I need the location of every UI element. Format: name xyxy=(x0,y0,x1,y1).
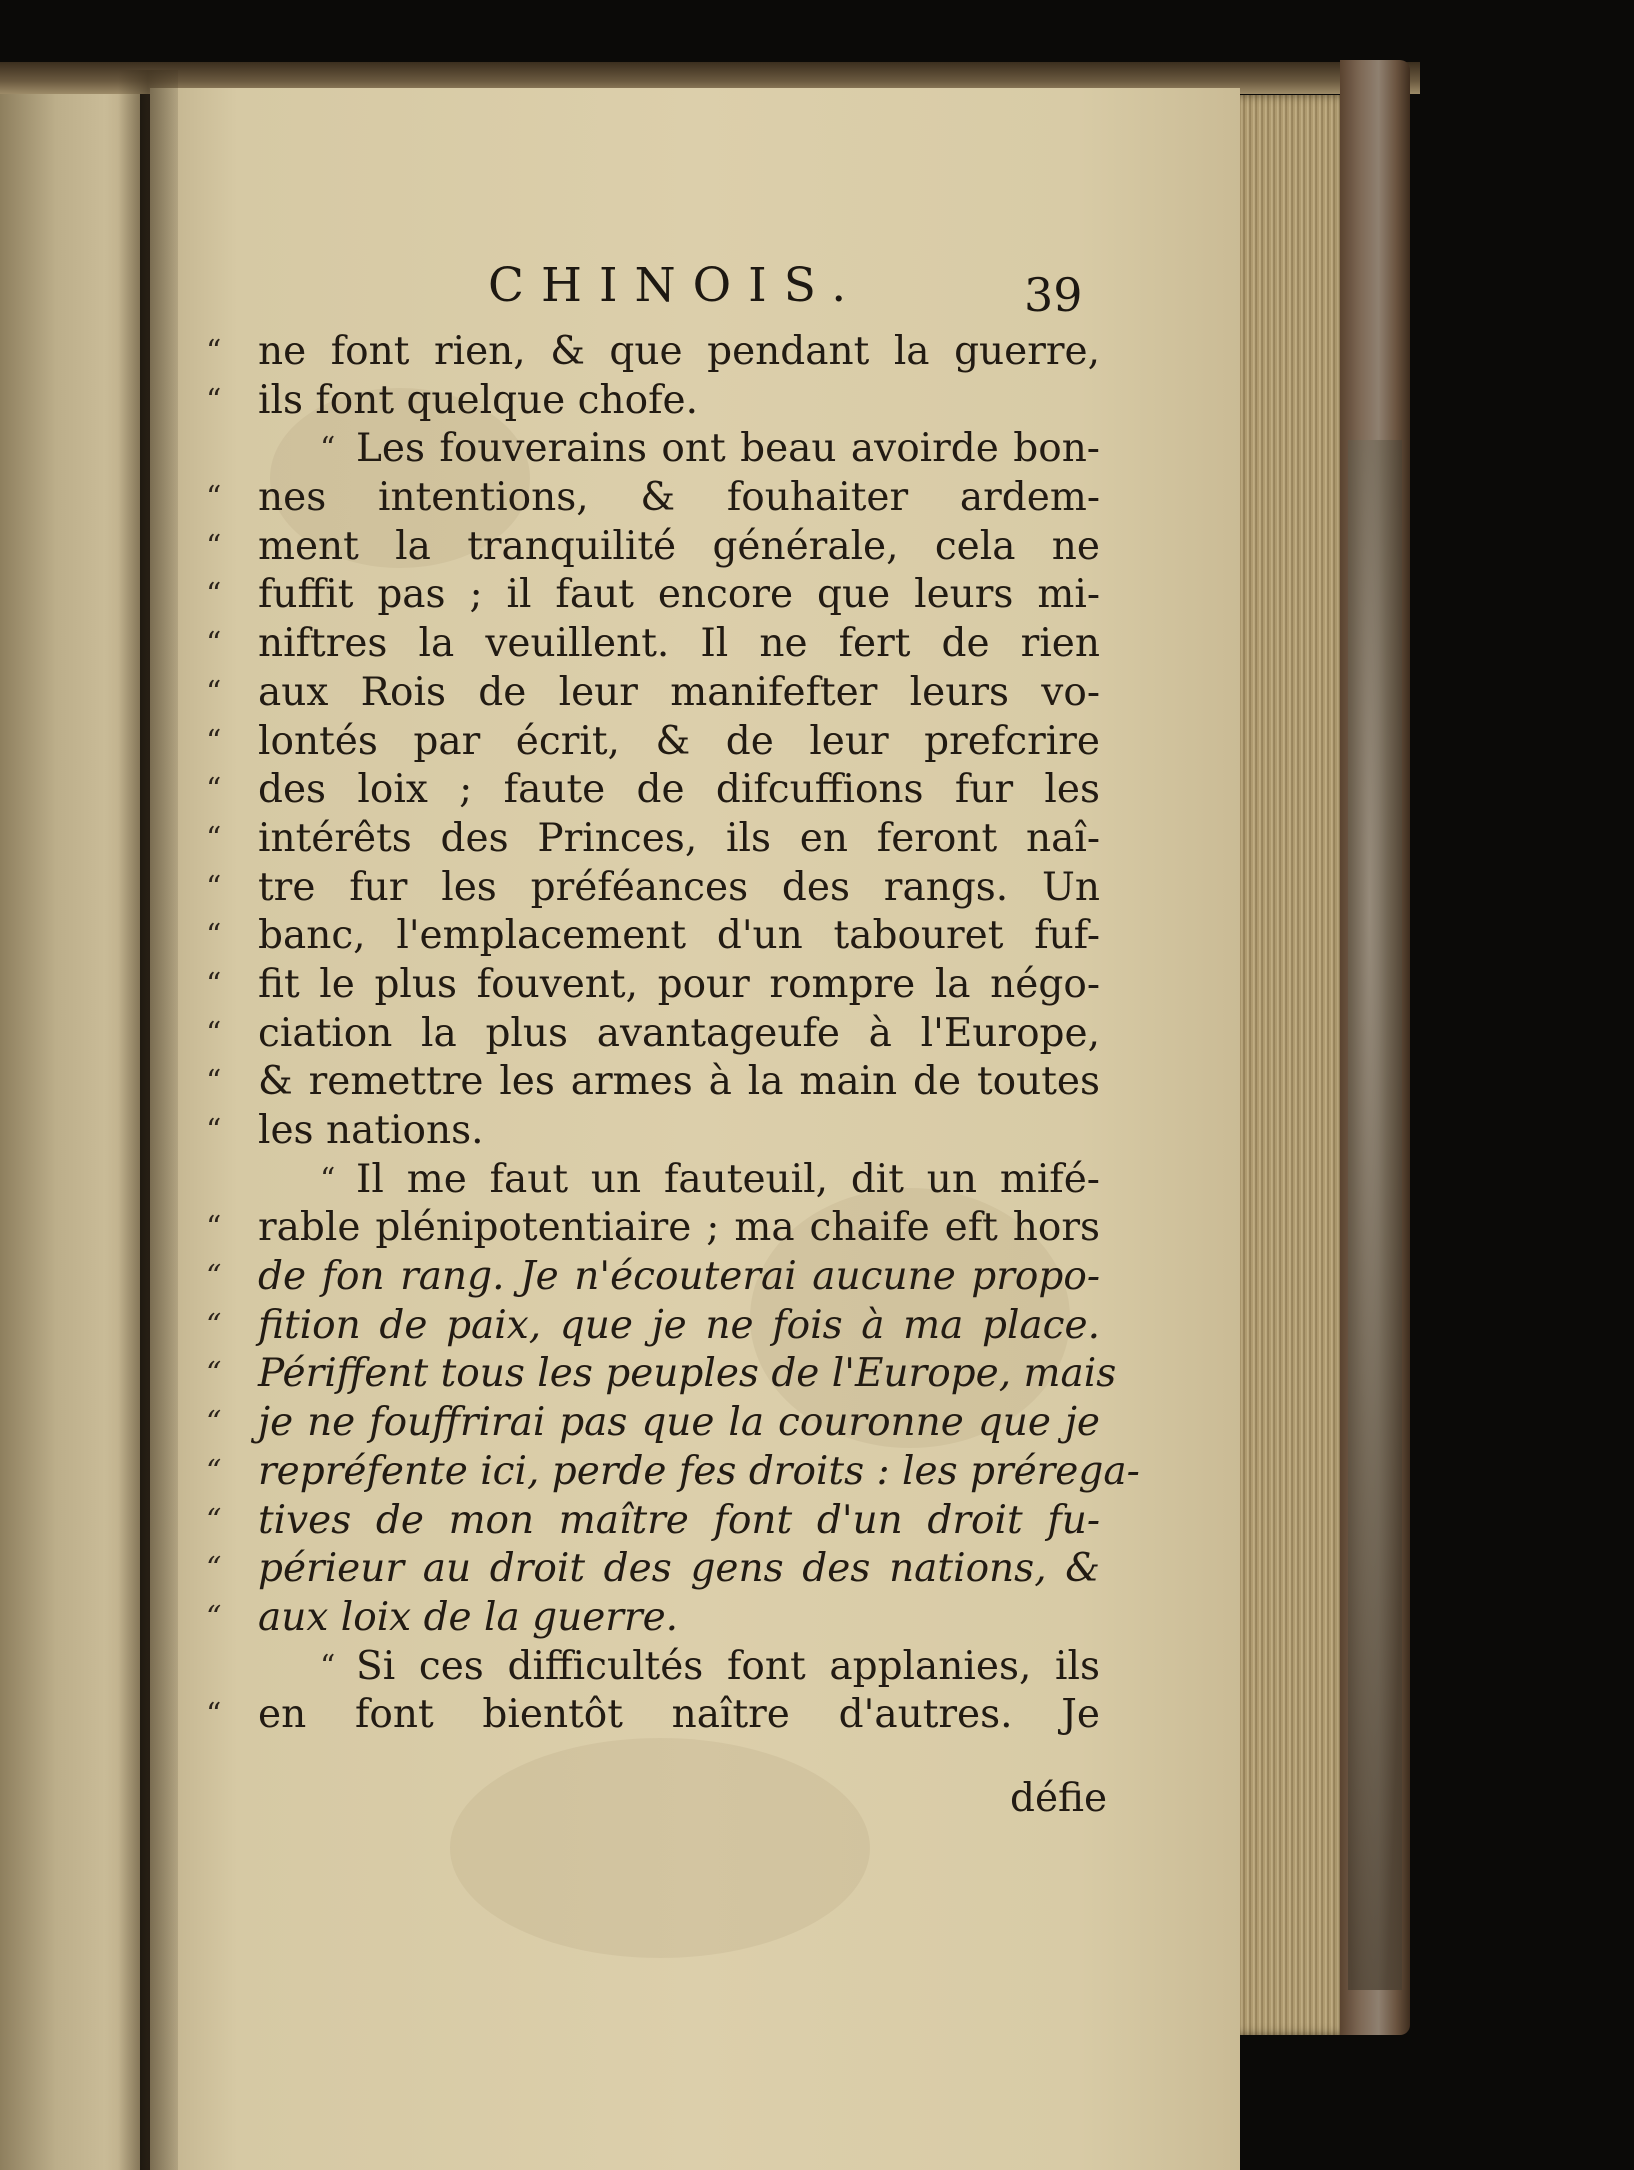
quote-mark: “ xyxy=(206,918,222,954)
quote-mark: “ xyxy=(206,528,222,564)
line-text: repréfente ici, perde fes droits : les prérega- xyxy=(258,1448,1140,1494)
line-text: aux loix de la guerre. xyxy=(258,1594,679,1640)
text-line xyxy=(206,571,1100,620)
quote-mark: “ xyxy=(206,1502,222,1538)
line-text: intérêts des Princes, ils en feront naî- xyxy=(258,815,1100,861)
text-line xyxy=(206,1058,1100,1107)
line-text: périeur au droit des gens des nations, & xyxy=(258,1546,1100,1592)
quote-mark: “ xyxy=(206,1551,222,1587)
line-text: Les fouverains ont beau avoirde bon- xyxy=(356,426,1100,472)
line-text: nes intentions, & fouhaiter ardem- xyxy=(258,475,1100,521)
text-line xyxy=(206,669,1100,718)
text-line xyxy=(206,1302,1100,1351)
page-block-edge xyxy=(1240,95,1350,2035)
line-text: fuffit pas ; il faut encore que leurs mi- xyxy=(258,572,1100,618)
line-text: tives de mon maître font d'un droit fu- xyxy=(258,1497,1100,1543)
text-line xyxy=(206,718,1100,767)
quote-mark: “ xyxy=(206,674,222,710)
text-line xyxy=(258,1156,1100,1205)
text-line xyxy=(206,766,1100,815)
line-text: Périffent tous les peuples de l'Europe, mais xyxy=(258,1351,1117,1397)
quote-mark: “ xyxy=(206,1599,222,1635)
quote-mark: “ xyxy=(206,1015,222,1051)
text-line xyxy=(206,474,1100,523)
leather-cover xyxy=(1340,60,1410,2035)
line-text: fit le plus fouvent, pour rompre la négo- xyxy=(258,961,1100,1007)
quote-mark: “ xyxy=(206,1259,222,1295)
line-text: lontés par écrit, & de leur prefcrire xyxy=(258,718,1100,764)
quote-mark: “ xyxy=(206,626,222,662)
text-line xyxy=(206,523,1100,572)
line-text: en font bientôt naître d'autres. Je xyxy=(258,1692,1100,1738)
quote-mark: “ xyxy=(206,723,222,759)
line-text: ils font quelque chofe. xyxy=(258,377,699,423)
quote-mark: “ xyxy=(206,1113,222,1148)
line-text: ment la tranquilité générale, cela ne xyxy=(258,523,1100,569)
quote-mark: “ xyxy=(206,1405,222,1441)
text-line xyxy=(206,1594,1100,1643)
line-text: Si ces difficultés font applanies, ils xyxy=(356,1643,1100,1689)
text-line xyxy=(206,912,1100,961)
line-text: & remettre les armes à la main de toutes xyxy=(258,1059,1100,1105)
quote-mark: “ xyxy=(206,1453,222,1489)
line-text: je ne fouffrirai pas que la couronne que je xyxy=(258,1400,1100,1446)
quote-mark: “ xyxy=(206,382,222,418)
line-text: ciation la plus avantageufe à l'Europe, xyxy=(258,1010,1100,1056)
running-title: CHINOIS. xyxy=(488,258,864,313)
quote-mark: “ xyxy=(206,1307,222,1343)
text-line xyxy=(206,864,1100,913)
quote-mark: “ xyxy=(320,1161,336,1197)
text-line xyxy=(206,1350,1117,1399)
catchword: défie xyxy=(1010,1776,1108,1821)
line-text: niftres la veuillent. Il ne fert de rien xyxy=(258,621,1100,667)
quote-mark: “ xyxy=(206,966,222,1002)
text-line xyxy=(258,425,1100,474)
text-line xyxy=(206,1497,1100,1546)
quote-mark: “ xyxy=(320,431,336,467)
quote-mark: “ xyxy=(206,869,222,905)
text-line xyxy=(206,377,1100,426)
text-line xyxy=(206,1204,1100,1253)
text-line xyxy=(206,1010,1100,1059)
quote-mark: “ xyxy=(206,820,222,856)
quote-mark: “ xyxy=(206,334,222,369)
text-line xyxy=(206,1545,1100,1594)
text-line xyxy=(206,1448,1140,1497)
line-text: banc, l'emplacement d'un tabouret fuf- xyxy=(258,913,1100,959)
text-line xyxy=(206,1107,1100,1156)
line-text: Il me faut un fauteuil, dit un mifé- xyxy=(356,1156,1100,1202)
line-text: tre fur les préféances des rangs. Un xyxy=(258,864,1100,910)
quote-mark: “ xyxy=(320,1648,336,1684)
text-line xyxy=(206,961,1100,1010)
line-text: aux Rois de leur manifefter leurs vo- xyxy=(258,669,1100,715)
line-text: les nations. xyxy=(258,1108,484,1153)
quote-mark: “ xyxy=(206,577,222,613)
gutter-shadow xyxy=(118,70,178,2170)
line-text: de fon rang. Je n'écouterai aucune propo- xyxy=(258,1254,1100,1300)
line-text: des loix ; faute de difcuffions fur les xyxy=(258,767,1100,813)
quote-mark: “ xyxy=(206,1210,222,1246)
text-block xyxy=(206,328,1140,1740)
text-line xyxy=(206,1253,1100,1302)
text-line xyxy=(206,1691,1100,1740)
quote-mark: “ xyxy=(206,1697,222,1733)
text-line xyxy=(206,620,1100,669)
page-number: 39 xyxy=(1024,268,1083,322)
text-line xyxy=(258,1643,1100,1692)
quote-mark: “ xyxy=(206,1356,222,1392)
line-text: rable plénipotentiaire ; ma chaife eft hors xyxy=(258,1205,1100,1251)
quote-mark: “ xyxy=(206,480,222,516)
text-line xyxy=(206,815,1100,864)
quote-mark: “ xyxy=(206,772,222,808)
quote-mark: “ xyxy=(206,1064,222,1100)
text-line xyxy=(206,1399,1100,1448)
text-line xyxy=(206,328,1100,377)
line-text: fition de paix, que je ne fois à ma place. xyxy=(258,1302,1100,1348)
line-text: ne font rien, & que pendant la guerre, xyxy=(258,329,1100,374)
